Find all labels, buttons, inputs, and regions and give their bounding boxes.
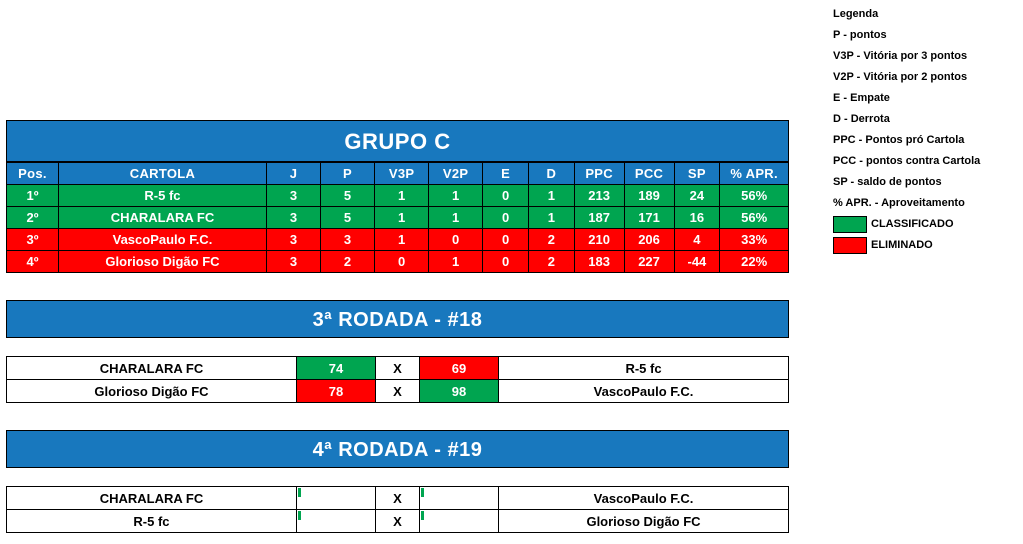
cell-cartola: R-5 fc [58, 185, 266, 207]
home-team: Glorioso Digão FC [7, 380, 297, 403]
match-row [7, 487, 789, 510]
match-row [7, 510, 789, 533]
cell-d: 2 [528, 251, 574, 273]
cell-pos: 4º [7, 251, 59, 273]
away-team: Glorioso Digão FC [499, 510, 789, 533]
column-header-pcc: PCC [624, 163, 674, 185]
column-header-ppc: PPC [574, 163, 624, 185]
cell-v2p: 1 [429, 251, 483, 273]
cell-pcc: 189 [624, 185, 674, 207]
round-4-matches-table [6, 486, 789, 533]
column-header-j: J [266, 163, 320, 185]
table-header-row [7, 163, 789, 185]
legend-swatch-label: CLASSIFICADO [871, 218, 954, 230]
cell-apr: 56% [720, 185, 789, 207]
cell-v2p: 0 [429, 229, 483, 251]
column-header-apr: % APR. [720, 163, 789, 185]
table-row [7, 185, 789, 207]
legend-line: V3P - Vitória por 3 pontos [833, 50, 968, 62]
cell-sp: 16 [674, 207, 720, 229]
cell-v3p: 1 [375, 229, 429, 251]
match-row [7, 380, 789, 403]
legend-swatch-eliminado [833, 235, 1019, 256]
cell-e: 0 [483, 229, 529, 251]
cell-d: 1 [528, 185, 574, 207]
home-score [296, 510, 375, 533]
cell-e: 0 [483, 185, 529, 207]
cell-sp: 24 [674, 185, 720, 207]
cell-ppc: 187 [574, 207, 624, 229]
legend-swatch-label: ELIMINADO [871, 239, 933, 251]
legend-title: Legenda [833, 8, 879, 20]
legend-swatch-classificado [833, 214, 1019, 235]
away-score: 69 [419, 357, 498, 380]
round-3-banner: 3ª RODADA - #18 [6, 300, 789, 338]
away-team: VascoPaulo F.C. [499, 380, 789, 403]
cell-d: 1 [528, 207, 574, 229]
home-team: CHARALARA FC [7, 487, 297, 510]
cell-p: 5 [321, 207, 375, 229]
cell-sp: -44 [674, 251, 720, 273]
cell-j: 3 [266, 251, 320, 273]
table-row [7, 251, 789, 273]
cell-apr: 33% [720, 229, 789, 251]
legend-line: V2P - Vitória por 2 pontos [833, 71, 968, 83]
cell-p: 2 [321, 251, 375, 273]
cell-apr: 22% [720, 251, 789, 273]
cell-d: 2 [528, 229, 574, 251]
cell-apr: 56% [720, 207, 789, 229]
match-row [7, 357, 789, 380]
versus-separator: X [376, 357, 420, 380]
cell-j: 3 [266, 185, 320, 207]
column-header-pos: Pos. [7, 163, 59, 185]
column-header-cartola: CARTOLA [58, 163, 266, 185]
round-4-banner: 4ª RODADA - #19 [6, 430, 789, 468]
legend-line: E - Empate [833, 92, 890, 104]
cell-v2p: 1 [429, 207, 483, 229]
cell-v3p: 1 [375, 207, 429, 229]
cell-ppc: 213 [574, 185, 624, 207]
column-header-v3p: V3P [375, 163, 429, 185]
home-team: CHARALARA FC [7, 357, 297, 380]
cell-cartola: VascoPaulo F.C. [58, 229, 266, 251]
cell-ppc: 183 [574, 251, 624, 273]
table-row [7, 229, 789, 251]
cell-pcc: 227 [624, 251, 674, 273]
column-header-sp: SP [674, 163, 720, 185]
away-score: 98 [419, 380, 498, 403]
cell-pos: 3º [7, 229, 59, 251]
cell-sp: 4 [674, 229, 720, 251]
legend-line: % APR. - Aproveitamento [833, 197, 965, 209]
column-header-v2p: V2P [429, 163, 483, 185]
eliminado-color-swatch [833, 237, 867, 254]
versus-separator: X [376, 510, 420, 533]
away-team: R-5 fc [499, 357, 789, 380]
cell-pos: 2º [7, 207, 59, 229]
legend-line: P - pontos [833, 29, 887, 41]
cell-j: 3 [266, 207, 320, 229]
cell-ppc: 210 [574, 229, 624, 251]
group-standings-block [6, 120, 789, 273]
away-score [419, 487, 498, 510]
legend-line: D - Derrota [833, 113, 890, 125]
column-header-p: P [321, 163, 375, 185]
versus-separator: X [376, 487, 420, 510]
legend-line: PCC - pontos contra Cartola [833, 155, 981, 167]
cell-p: 3 [321, 229, 375, 251]
round-3-matches-table [6, 356, 789, 403]
cell-e: 0 [483, 207, 529, 229]
legend-line: PPC - Pontos pró Cartola [833, 134, 965, 146]
away-team: VascoPaulo F.C. [499, 487, 789, 510]
cell-j: 3 [266, 229, 320, 251]
cell-pos: 1º [7, 185, 59, 207]
table-row [7, 207, 789, 229]
cell-cartola: CHARALARA FC [58, 207, 266, 229]
cell-e: 0 [483, 251, 529, 273]
cell-pcc: 206 [624, 229, 674, 251]
cell-cartola: Glorioso Digão FC [58, 251, 266, 273]
column-header-d: D [528, 163, 574, 185]
home-team: R-5 fc [7, 510, 297, 533]
column-header-e: E [483, 163, 529, 185]
home-score: 78 [296, 380, 375, 403]
classificado-color-swatch [833, 216, 867, 233]
legend-line: SP - saldo de pontos [833, 176, 942, 188]
cell-v3p: 1 [375, 185, 429, 207]
away-score [419, 510, 498, 533]
standings-table [6, 162, 789, 273]
home-score: 74 [296, 357, 375, 380]
home-score [296, 487, 375, 510]
versus-separator: X [376, 380, 420, 403]
cell-p: 5 [321, 185, 375, 207]
cell-pcc: 171 [624, 207, 674, 229]
legend-panel [833, 4, 1019, 256]
cell-v2p: 1 [429, 185, 483, 207]
cell-v3p: 0 [375, 251, 429, 273]
group-title: GRUPO C [6, 120, 789, 162]
